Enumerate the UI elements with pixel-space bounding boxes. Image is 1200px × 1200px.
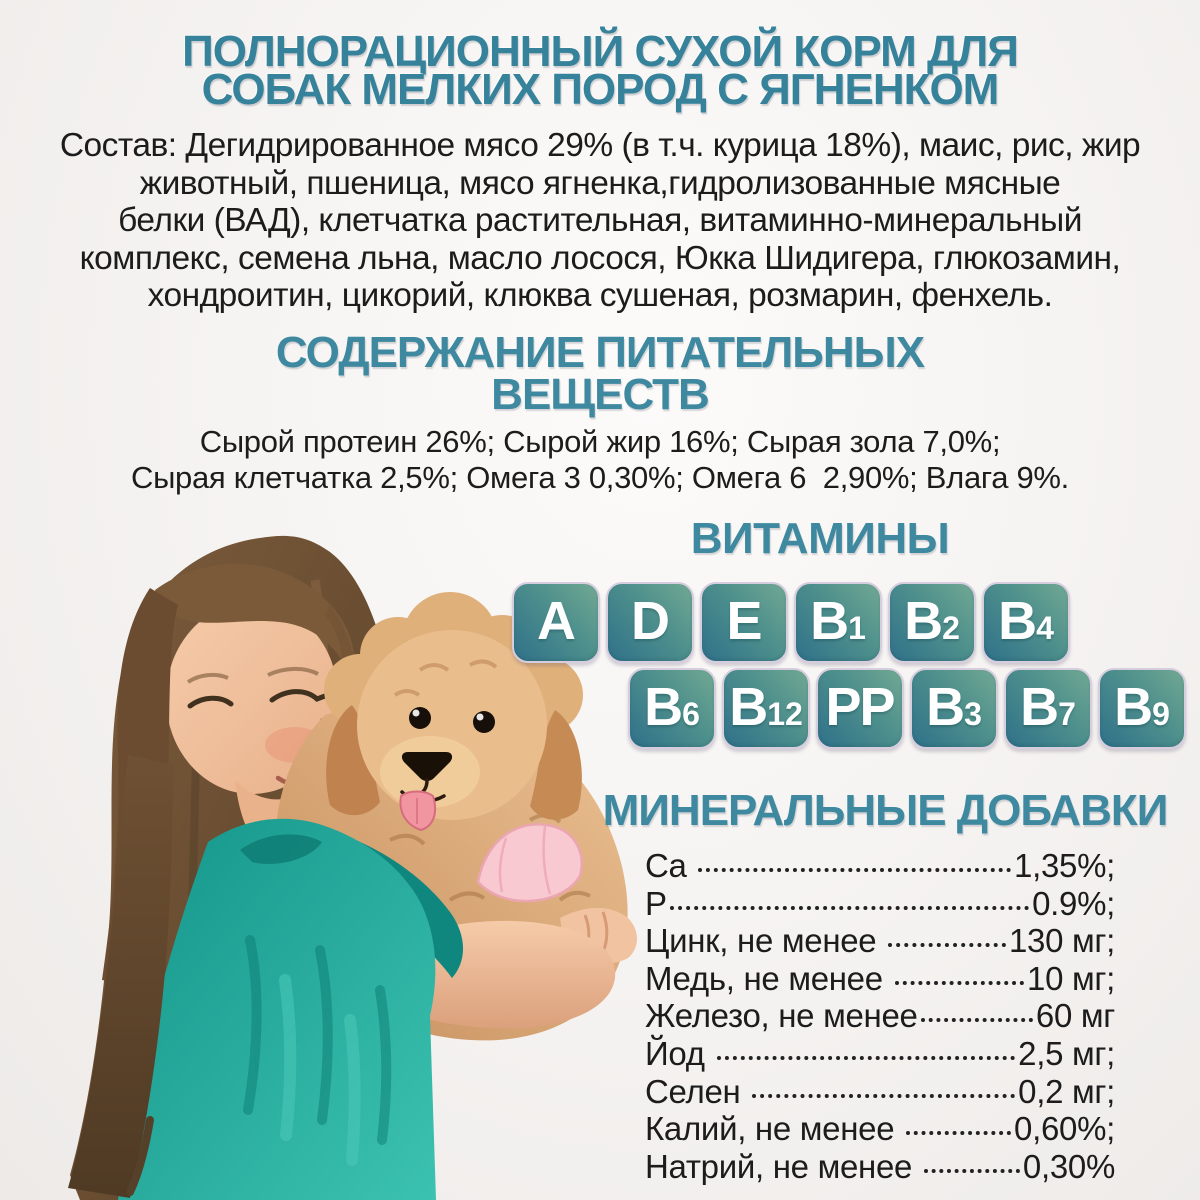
dotted-leader <box>888 943 1006 947</box>
mineral-value: 0,2 мг; <box>1018 1072 1115 1110</box>
vitamin-badge <box>910 668 998 749</box>
mineral-name: Железо, не менее <box>645 997 918 1035</box>
mineral-name: Натрий, не менее <box>645 1147 921 1185</box>
vitamin-subscript: 3 <box>964 695 982 732</box>
mineral-value: 130 мг; <box>1008 922 1115 960</box>
nutrition-heading-line2: ВЕЩЕСТВ <box>491 370 709 419</box>
mineral-value: 10 мг; <box>1027 959 1115 997</box>
vitamin-badge <box>1004 668 1092 749</box>
vitamin-badge <box>722 668 810 749</box>
vitamin-row-1 <box>512 582 1070 663</box>
nutrition-heading <box>0 328 1200 419</box>
mineral-value: 0.9%; <box>1032 884 1115 922</box>
dotted-leader <box>717 1056 1016 1060</box>
vitamin-row-2 <box>628 668 1186 749</box>
vitamin-badge <box>512 582 600 663</box>
mineral-row <box>645 922 1115 960</box>
composition-line: Состав: Дегидрированное мясо 29% (в т.ч. курица 18%), маис, рис, жир <box>59 127 1141 164</box>
vitamin-subscript: 12 <box>767 695 803 732</box>
mineral-name: Калий, не менее <box>645 1110 904 1148</box>
minerals-list <box>645 847 1115 1185</box>
vitamin-subscript: 1 <box>848 609 866 646</box>
vitamin-badge <box>982 582 1070 663</box>
vitamin-subscript: 7 <box>1058 695 1076 732</box>
mineral-name: Селен <box>645 1072 750 1110</box>
mineral-row <box>645 960 1115 998</box>
mineral-name: Ca <box>645 847 696 884</box>
nutrition-value-line: Сырая клетчатка 2,5%; Омега 3 0,30%; Омега 6 2,90%; Влага 9%. <box>130 460 1069 495</box>
mineral-value: 0,60%; <box>1014 1110 1115 1148</box>
vitamin-subscript: 6 <box>682 695 700 732</box>
mineral-row <box>645 1073 1115 1111</box>
mineral-value: 2,5 мг; <box>1018 1034 1115 1072</box>
mineral-row <box>645 1110 1115 1148</box>
vitamin-letter: PP <box>825 676 894 737</box>
dotted-leader <box>752 1094 1015 1098</box>
vitamin-letter: B <box>998 590 1036 651</box>
puppy-eye-right <box>473 711 495 733</box>
composition-line: хондроитин, цикорий, клюква сушеная, розмарин, фенхель. <box>147 277 1053 314</box>
vitamin-letter: B <box>1020 676 1058 737</box>
vitamin-letter: B <box>926 676 964 737</box>
composition-paragraph <box>0 127 1200 315</box>
vitamin-badge <box>628 668 716 749</box>
vitamin-letter: B <box>729 676 767 737</box>
composition-line: белки (ВАД), клетчатка растительная, витаминно-минеральный <box>118 202 1082 239</box>
nutrition-value-line: Сырой протеин 26%; Сырой жир 16%; Сырая зола 7,0%; <box>199 424 1001 459</box>
vitamin-subscript: 4 <box>1036 609 1054 646</box>
mineral-row <box>645 997 1115 1035</box>
mineral-name: P <box>645 884 667 922</box>
composition-line: животный, пшеница, мясо ягненка,гидролизованные мясные <box>139 164 1061 202</box>
page-title <box>0 27 1200 114</box>
vitamin-letter: B <box>904 590 942 651</box>
vitamin-subscript: 9 <box>1152 695 1170 732</box>
vitamin-badge <box>888 582 976 663</box>
dotted-leader <box>921 1018 1033 1022</box>
nutrition-values <box>0 424 1200 496</box>
mineral-row <box>645 1035 1115 1073</box>
vitamin-badge <box>816 668 904 749</box>
vitamin-letter: B <box>810 590 848 651</box>
page-title-line2: СОБАК МЕЛКИХ ПОРОД С ЯГНЕНКОМ <box>201 65 999 114</box>
vitamin-badge <box>794 582 882 663</box>
mineral-value: 1,35%; <box>1014 847 1115 884</box>
mineral-name: Медь, не менее <box>645 959 892 997</box>
mineral-row <box>645 885 1115 923</box>
page-title-line1: ПОЛНОРАЦИОННЫЙ СУХОЙ КОРМ ДЛЯ <box>182 27 1018 76</box>
vitamin-badge <box>606 582 694 663</box>
dotted-leader <box>906 1131 1011 1135</box>
vitamin-badge <box>1098 668 1186 749</box>
nutrition-heading-line1: СОДЕРЖАНИЕ ПИТАТЕЛЬНЫХ <box>275 328 925 377</box>
vitamins-heading: ВИТАМИНЫ <box>690 514 950 563</box>
vitamin-letter: A <box>537 590 574 651</box>
dotted-leader <box>924 1169 1020 1173</box>
dotted-leader <box>698 868 1011 872</box>
dotted-leader <box>895 981 1024 985</box>
puppy-eye-left <box>409 707 431 729</box>
mineral-row <box>645 847 1115 885</box>
composition-line: комплекс, семена льна, масло лосося, Юкка Шидигера, глюкозамин, <box>79 239 1121 277</box>
vitamin-letter: E <box>726 590 761 651</box>
vitamin-letter: B <box>644 676 682 737</box>
vitamin-subscript: 2 <box>942 609 960 646</box>
vitamin-letter: B <box>1114 676 1152 737</box>
vitamin-letter: D <box>631 590 668 651</box>
mineral-name: Йод <box>645 1034 714 1072</box>
mineral-row <box>645 1148 1115 1186</box>
mineral-value: 60 мг <box>1035 997 1115 1035</box>
vitamin-badge <box>700 582 788 663</box>
mineral-value: 0,30% <box>1022 1147 1115 1185</box>
minerals-heading: МИНЕРАЛЬНЫЕ ДОБАВКИ <box>602 786 1168 835</box>
dotted-leader <box>670 906 1029 910</box>
mineral-name: Цинк, не менее <box>645 922 886 960</box>
